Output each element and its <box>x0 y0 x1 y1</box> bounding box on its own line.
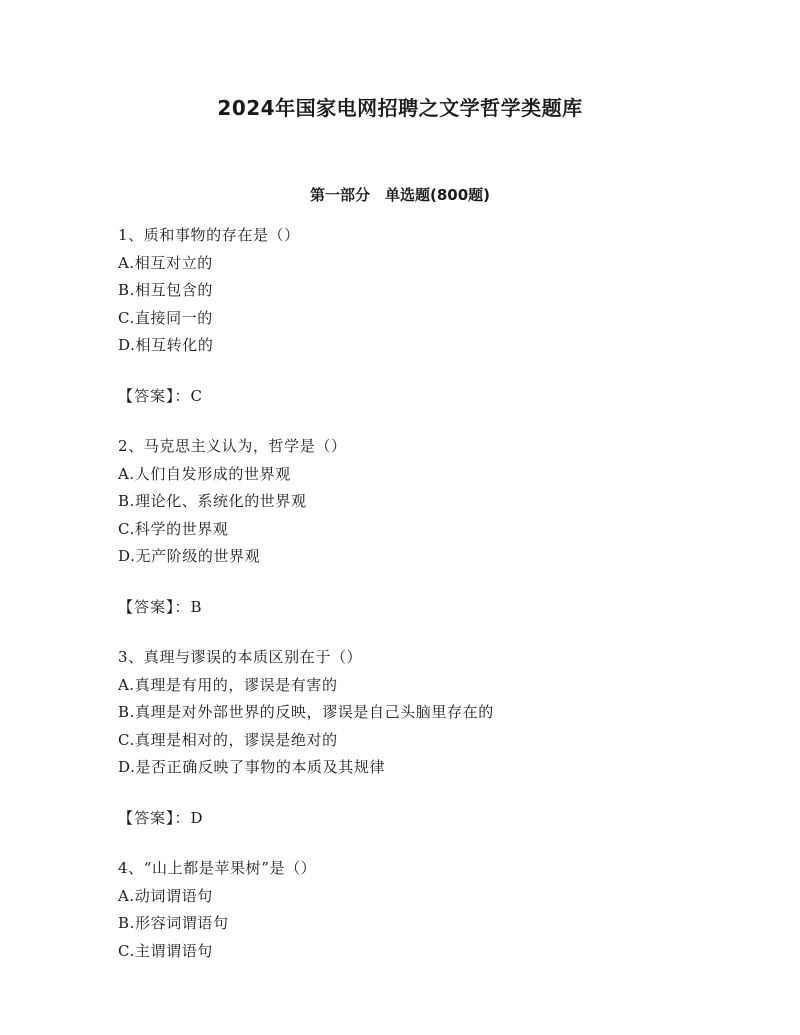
option-b: B.真理是对外部世界的反映，谬误是自己头脑里存在的 <box>118 703 494 721</box>
option-d: D.相互转化的 <box>118 336 214 354</box>
question-2 <box>118 433 738 621</box>
option-a: A.人们自发形成的世界观 <box>118 464 291 483</box>
answer-line: 【答案】：D <box>118 808 204 827</box>
option-d: D.无产阶级的世界观 <box>118 547 261 565</box>
option-c: C.真理是相对的，谬误是绝对的 <box>118 730 338 749</box>
question-list <box>118 222 738 988</box>
question-stem: 1、质和事物的存在是（） <box>118 226 300 244</box>
option-d: D.是否正确反映了事物的本质及其规律 <box>118 758 386 776</box>
option-b: B.理论化、系统化的世界观 <box>118 492 307 510</box>
option-a: A.相互对立的 <box>118 253 213 272</box>
option-c: C.直接同一的 <box>118 308 213 327</box>
question-1 <box>118 222 738 410</box>
answer-line: 【答案】：B <box>118 597 203 616</box>
option-a: A.真理是有用的，谬误是有害的 <box>118 675 338 694</box>
question-4 <box>118 855 738 965</box>
option-a: A.动词谓语句 <box>118 886 213 905</box>
question-3 <box>118 644 738 832</box>
option-b: B.形容词谓语句 <box>118 914 229 932</box>
option-c: C.主谓谓语句 <box>118 941 213 960</box>
option-c: C.科学的世界观 <box>118 519 229 538</box>
question-stem: 4、“山上都是苹果树”是（） <box>118 859 317 877</box>
question-stem: 3、真理与谬误的本质区别在于（） <box>118 648 363 666</box>
question-stem: 2、马克思主义认为，哲学是（） <box>118 437 347 455</box>
section-title: 第一部分 单选题(800题) <box>309 186 491 204</box>
document-title: 2024年国家电网招聘之文学哲学类题库 <box>217 96 583 120</box>
option-b: B.相互包含的 <box>118 281 213 299</box>
answer-line: 【答案】：C <box>118 386 203 405</box>
